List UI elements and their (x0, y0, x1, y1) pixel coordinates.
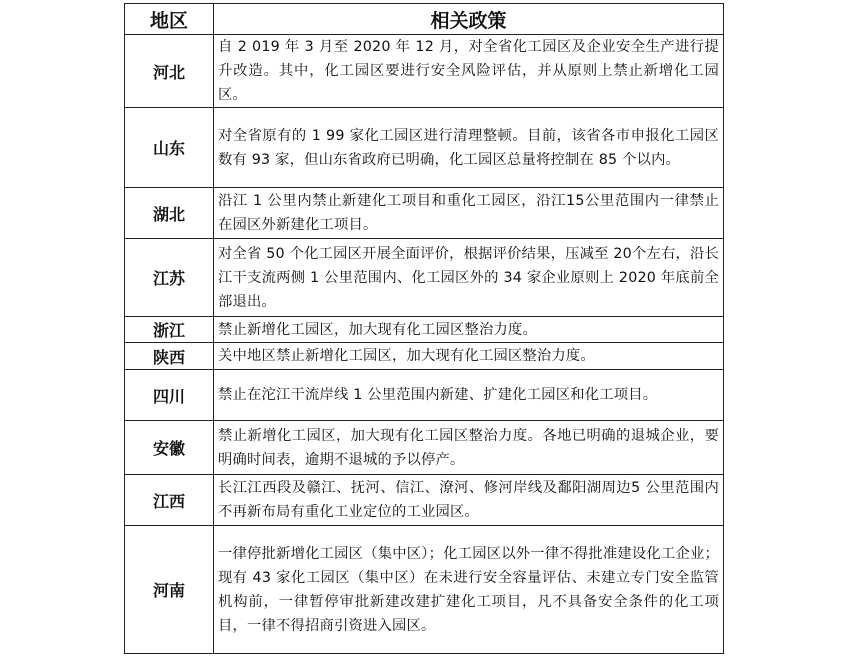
policy-cell: 对全省原有的 1 99 家化工园区进行清理整顿。目前，该省各市申报化工园区数有 93 家，但山东省政府已明确，化工园区总量将控制在 85 个以内。 (214, 108, 724, 188)
region-cell: 河南 (125, 526, 214, 654)
region-cell: 河北 (125, 35, 214, 108)
policy-cell: 沿江 1 公里内禁止新建化工项目和重化工园区，沿江15公里范围内一律禁止在园区外新建化工项目。 (214, 188, 724, 239)
policy-cell: 自 2 019 年 3 月至 2020 年 12 月，对全省化工园区及企业安全生产进行提升改造。其中，化工园区要进行安全风险评估，并从原则上禁止新增化工园区。 (214, 35, 724, 108)
table-row (125, 526, 724, 654)
region-cell: 浙江 (125, 317, 214, 343)
policy-table (124, 3, 724, 654)
table-row (125, 421, 724, 475)
header-policy: 相关政策 (214, 4, 724, 35)
region-cell: 山东 (125, 108, 214, 188)
policy-cell: 关中地区禁止新增化工园区，加大现有化工园区整治力度。 (214, 343, 724, 370)
region-cell: 四川 (125, 370, 214, 421)
table-row (125, 370, 724, 421)
table-row (125, 108, 724, 188)
table-row (125, 35, 724, 108)
table-row (125, 188, 724, 239)
region-cell: 江西 (125, 475, 214, 526)
region-cell: 江苏 (125, 239, 214, 317)
policy-cell: 长江江西段及赣江、抚河、信江、潦河、修河岸线及鄱阳湖周边5 公里范围内不再新布局有重化工业定位的工业园区。 (214, 475, 724, 526)
region-cell: 安徽 (125, 421, 214, 475)
policy-cell: 一律停批新增化工园区（集中区）；化工园区以外一律不得批准建设化工企业；现有 43 家化工园区（集中区）在未进行安全容量评估、未建立专门安全监管机构前，一律暂停审批新建改建扩建化工项目，凡不具备安全条件的化工项目，一律不得招商引资进入园区。 (214, 526, 724, 654)
header-row (125, 4, 724, 35)
policy-cell: 禁止新增化工园区，加大现有化工园区整治力度。各地已明确的退城企业，要明确时间表，逾期不退城的予以停产。 (214, 421, 724, 475)
policy-cell: 对全省 50 个化工园区开展全面评价，根据评价结果，压减至 20个左右，沿长江干支流两侧 1 公里范围内、化工园区外的 34 家企业原则上 2020 年底前全部退出。 (214, 239, 724, 317)
region-cell: 湖北 (125, 188, 214, 239)
policy-cell: 禁止在沱江干流岸线 1 公里范围内新建、扩建化工园区和化工项目。 (214, 370, 724, 421)
table-row (125, 475, 724, 526)
region-cell: 陕西 (125, 343, 214, 370)
table-row (125, 343, 724, 370)
policy-cell: 禁止新增化工园区，加大现有化工园区整治力度。 (214, 317, 724, 343)
table-row (125, 239, 724, 317)
table-row (125, 317, 724, 343)
header-region: 地区 (125, 4, 214, 35)
